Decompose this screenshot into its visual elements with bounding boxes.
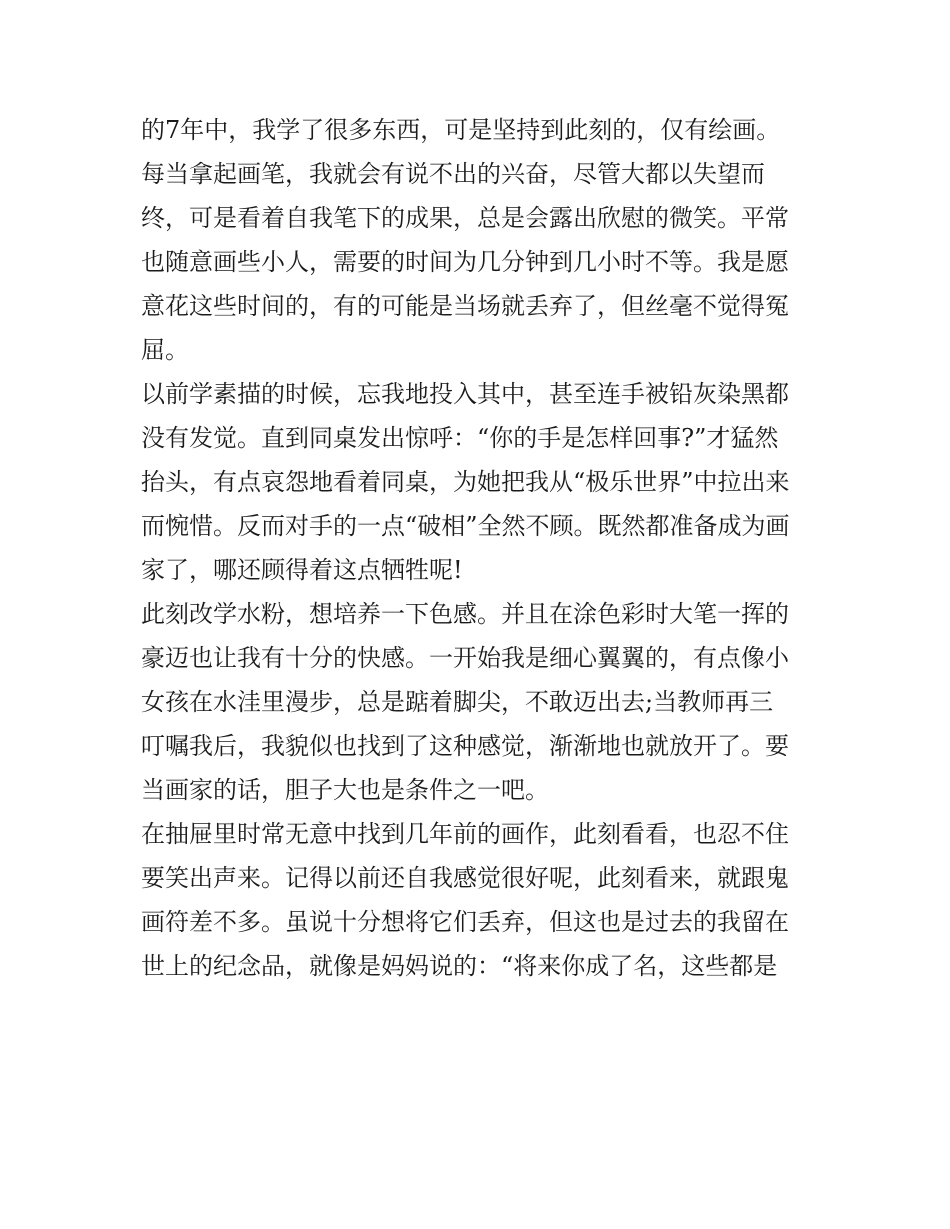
- text-line: 豪迈也让我有十分的快感。一开始我是细心翼翼的，有点像小: [141, 644, 789, 672]
- text-line: 终，可是看着自我笔下的成果，总是会露出欣慰的微笑。平常: [141, 204, 789, 232]
- text-line: 当画家的话，胆子大也是条件之一吧。: [141, 776, 549, 804]
- text-line: 以前学素描的时候，忘我地投入其中，甚至连手被铅灰染黑都: [141, 380, 789, 408]
- text-line: 每当拿起画笔，我就会有说不出的兴奋，尽管大都以失望而: [141, 160, 765, 188]
- text-line: 也随意画些小人，需要的时间为几分钟到几小时不等。我是愿: [141, 248, 789, 276]
- document-body: [141, 108, 821, 988]
- text-line: 要笑出声来。记得以前还自我感觉很好呢，此刻看来，就跟鬼: [141, 864, 789, 892]
- text-line: 叮嘱我后，我貌似也找到了这种感觉，渐渐地也就放开了。要: [141, 732, 789, 760]
- text-line: 的7年中，我学了很多东西，可是坚持到此刻的，仅有绘画。: [141, 116, 781, 144]
- text-line: 意花这些时间的，有的可能是当场就丢弃了，但丝毫不觉得冤: [141, 292, 789, 320]
- text-line: 抬头，有点哀怨地看着同桌，为她把我从“极乐世界”中拉出来: [141, 468, 790, 496]
- text-line: 而惋惜。反而对手的一点“破相”全然不顾。既然都准备成为画: [141, 512, 790, 540]
- text-line: 没有发觉。直到同桌发出惊呼：“你的手是怎样回事?”才猛然: [141, 424, 779, 452]
- text-line: 在抽屉里时常无意中找到几年前的画作，此刻看看，也忍不住: [141, 820, 789, 848]
- text-line: 家了，哪还顾得着这点牺牲呢!: [141, 556, 463, 584]
- text-line: 画符差不多。虽说十分想将它们丢弃，但这也是过去的我留在: [141, 908, 789, 936]
- text-line: 女孩在水洼里漫步，总是踮着脚尖，不敢迈出去;当教师再三: [141, 688, 774, 716]
- text-line: 世上的纪念品，就像是妈妈说的：“将来你成了名，这些都是: [141, 952, 778, 980]
- text-line: 屈。: [141, 336, 189, 364]
- text-line: 此刻改学水粉，想培养一下色感。并且在涂色彩时大笔一挥的: [141, 600, 789, 628]
